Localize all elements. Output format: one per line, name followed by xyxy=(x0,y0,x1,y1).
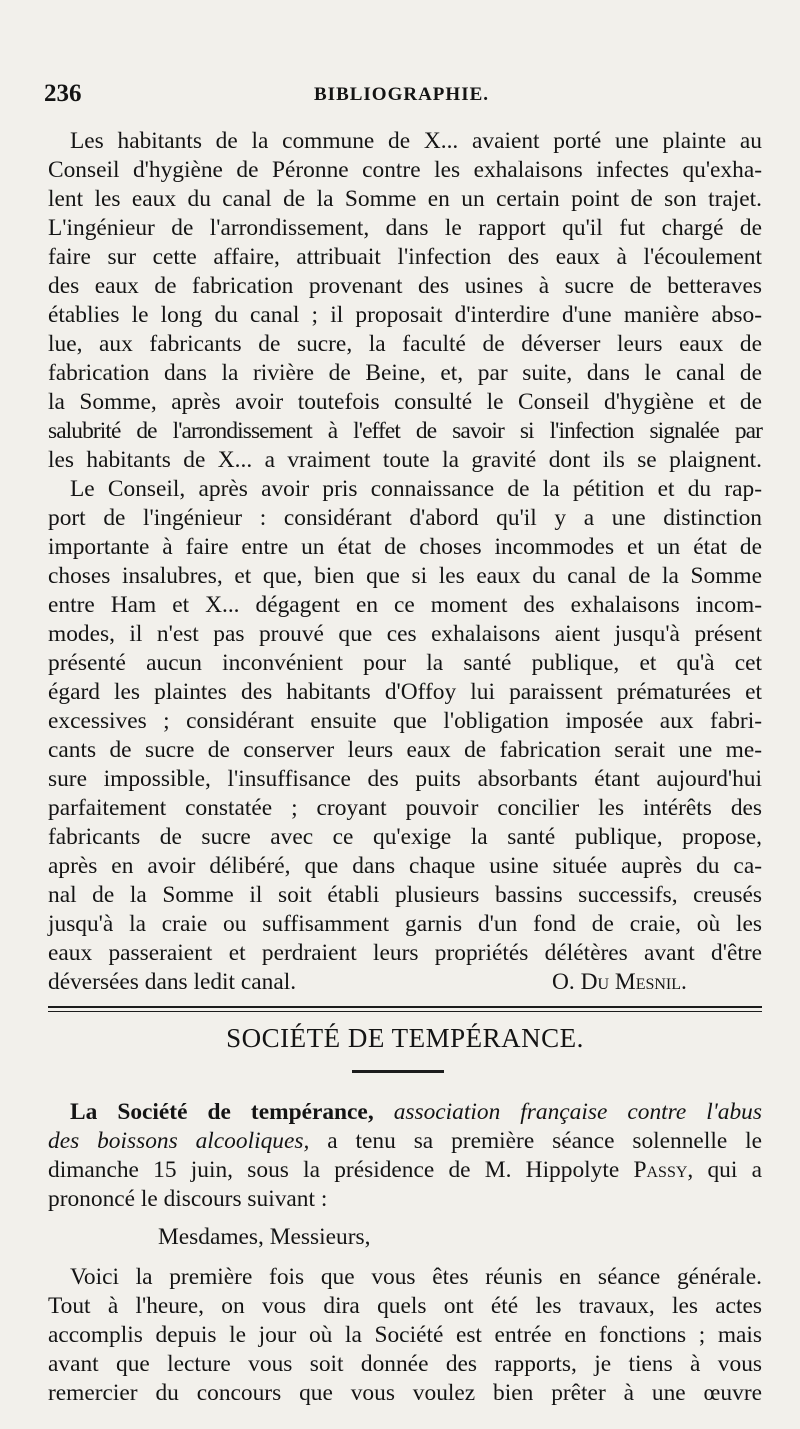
article-line: la Somme, après avoir toutefois consulté le Conseil d'hygiène et de xyxy=(48,389,762,415)
section-intro-line xyxy=(48,1155,762,1185)
intro-text: dimanche 15 juin, sous la présidence de M. Hippolyte P xyxy=(48,1157,647,1183)
speech-line: remercier du concours que vous voulez bien prêter à une œuvre xyxy=(48,1380,762,1406)
article-line: Les habitants de la commune de X... avaient porté une plainte au xyxy=(70,128,762,154)
section-intro-line xyxy=(48,1126,762,1156)
article-line: jusqu'à la craie ou suffisamment garnis d'un fond de craie, où les xyxy=(48,911,762,937)
article-last-line: déversées dans ledit canal. xyxy=(48,969,297,995)
section-intro-line: prononcé le discours suivant : xyxy=(48,1186,328,1212)
signature-part: esnil. xyxy=(635,969,687,995)
article-line: Conseil d'hygiène de Péronne contre les exhalaisons infectes qu'exha- xyxy=(48,157,762,183)
article-line: fabricants de sucre avec ce qu'exige la santé publique, propose, xyxy=(48,824,762,850)
article-line: fabrication dans la rivière de Beine, et, par suite, dans le canal de xyxy=(48,360,762,386)
article-line: faire sur cette affaire, attribuait l'infection des eaux à l'écoulement xyxy=(48,244,762,270)
article-line: excessives ; considérant ensuite que l'obligation imposée aux fabri- xyxy=(48,708,762,734)
speech-salutation: Mesdames, Messieurs, xyxy=(158,1224,371,1250)
section-divider xyxy=(48,1006,762,1008)
article-line: égard les plaintes des habitants d'Offoy lui paraissent prématurées et xyxy=(48,679,762,705)
section-title: SOCIÉTÉ DE TEMPÉRANCE. xyxy=(226,1023,584,1053)
speech-line: avant que lecture vous soit donnée des rapports, je tiens à vous xyxy=(48,1351,762,1377)
speech-line: accomplis depuis le jour où la Société est entrée en fonctions ; mais xyxy=(48,1322,762,1348)
signature-part: u xyxy=(597,969,610,995)
intro-name: assy xyxy=(646,1157,688,1183)
title-underline xyxy=(352,1070,444,1073)
article-line: port de l'ingénieur : considérant d'abord qu'il y a une distinction xyxy=(48,505,762,531)
article-line: des eaux de fabrication provenant des usines à sucre de betteraves xyxy=(48,273,762,299)
article-line: cants de sucre de conserver leurs eaux de fabrication serait une me- xyxy=(48,737,762,763)
intro-italic: des boissons alcooliques, xyxy=(48,1128,310,1154)
article-line: lue, aux fabricants de sucre, la faculté de déverser leurs eaux de xyxy=(48,331,762,357)
signature-initial: O. D xyxy=(552,969,598,995)
section-divider xyxy=(48,1011,762,1012)
article-line: importante à faire entre un état de choses incommodes et un état de xyxy=(48,534,762,560)
article-line: entre Ham et X... dégagent en ce moment des exhalaisons incom- xyxy=(48,592,762,618)
article-line: nal de la Somme il soit établi plusieurs bassins successifs, creusés xyxy=(48,882,762,908)
article-line: eaux passeraient et perdraient leurs propriétés délétères avant d'être xyxy=(48,940,762,966)
article-line: présenté aucun inconvénient pour la santé publique, et qu'à cet xyxy=(48,650,762,676)
article-line: établies le long du canal ; il proposait d'interdire d'une manière abso- xyxy=(48,302,762,328)
article-line: salubrité de l'arrondissement à l'effet de savoir si l'infection signalée par xyxy=(48,418,762,444)
speech-line: Tout à l'heure, on vous dira quels ont été les travaux, les actes xyxy=(48,1293,762,1319)
article-line: Le Conseil, après avoir pris connaissance de la pétition et du rap- xyxy=(70,476,762,502)
running-head: BIBLIOGRAPHIE. xyxy=(314,84,490,105)
article-line: sure impossible, l'insuffisance des puits absorbants étant aujourd'hui xyxy=(48,766,762,792)
intro-italic: association française contre l'abus xyxy=(373,1099,762,1125)
article-line: les habitants de X... a vraiment toute la gravité dont ils se plaignent. xyxy=(48,447,762,473)
author-signature xyxy=(552,967,687,997)
page-header xyxy=(44,80,764,114)
speech-line: Voici la première fois que vous êtes réunis en séance générale. xyxy=(70,1264,762,1290)
signature-part: M xyxy=(609,969,636,995)
page-number: 236 xyxy=(44,80,82,107)
article-line: modes, il n'est pas prouvé que ces exhalaisons aient jusqu'à présent xyxy=(48,621,762,647)
article-line: parfaitement constatée ; croyant pouvoir concilier les intérêts des xyxy=(48,795,762,821)
section-intro-line xyxy=(48,1097,762,1127)
article-line: L'ingénieur de l'arrondissement, dans le rapport qu'il fut chargé de xyxy=(48,215,762,241)
article-line: après en avoir délibéré, que dans chaque usine située auprès du ca- xyxy=(48,853,762,879)
intro-text: , qui a xyxy=(687,1157,762,1183)
article-line: choses insalubres, et que, bien que si les eaux du canal de la Somme xyxy=(48,563,762,589)
article-line: lent les eaux du canal de la Somme en un certain point de son trajet. xyxy=(48,186,762,212)
intro-text: a tenu sa première séance solennelle le xyxy=(309,1128,762,1154)
intro-bold: La Société de tempérance, xyxy=(70,1099,374,1125)
